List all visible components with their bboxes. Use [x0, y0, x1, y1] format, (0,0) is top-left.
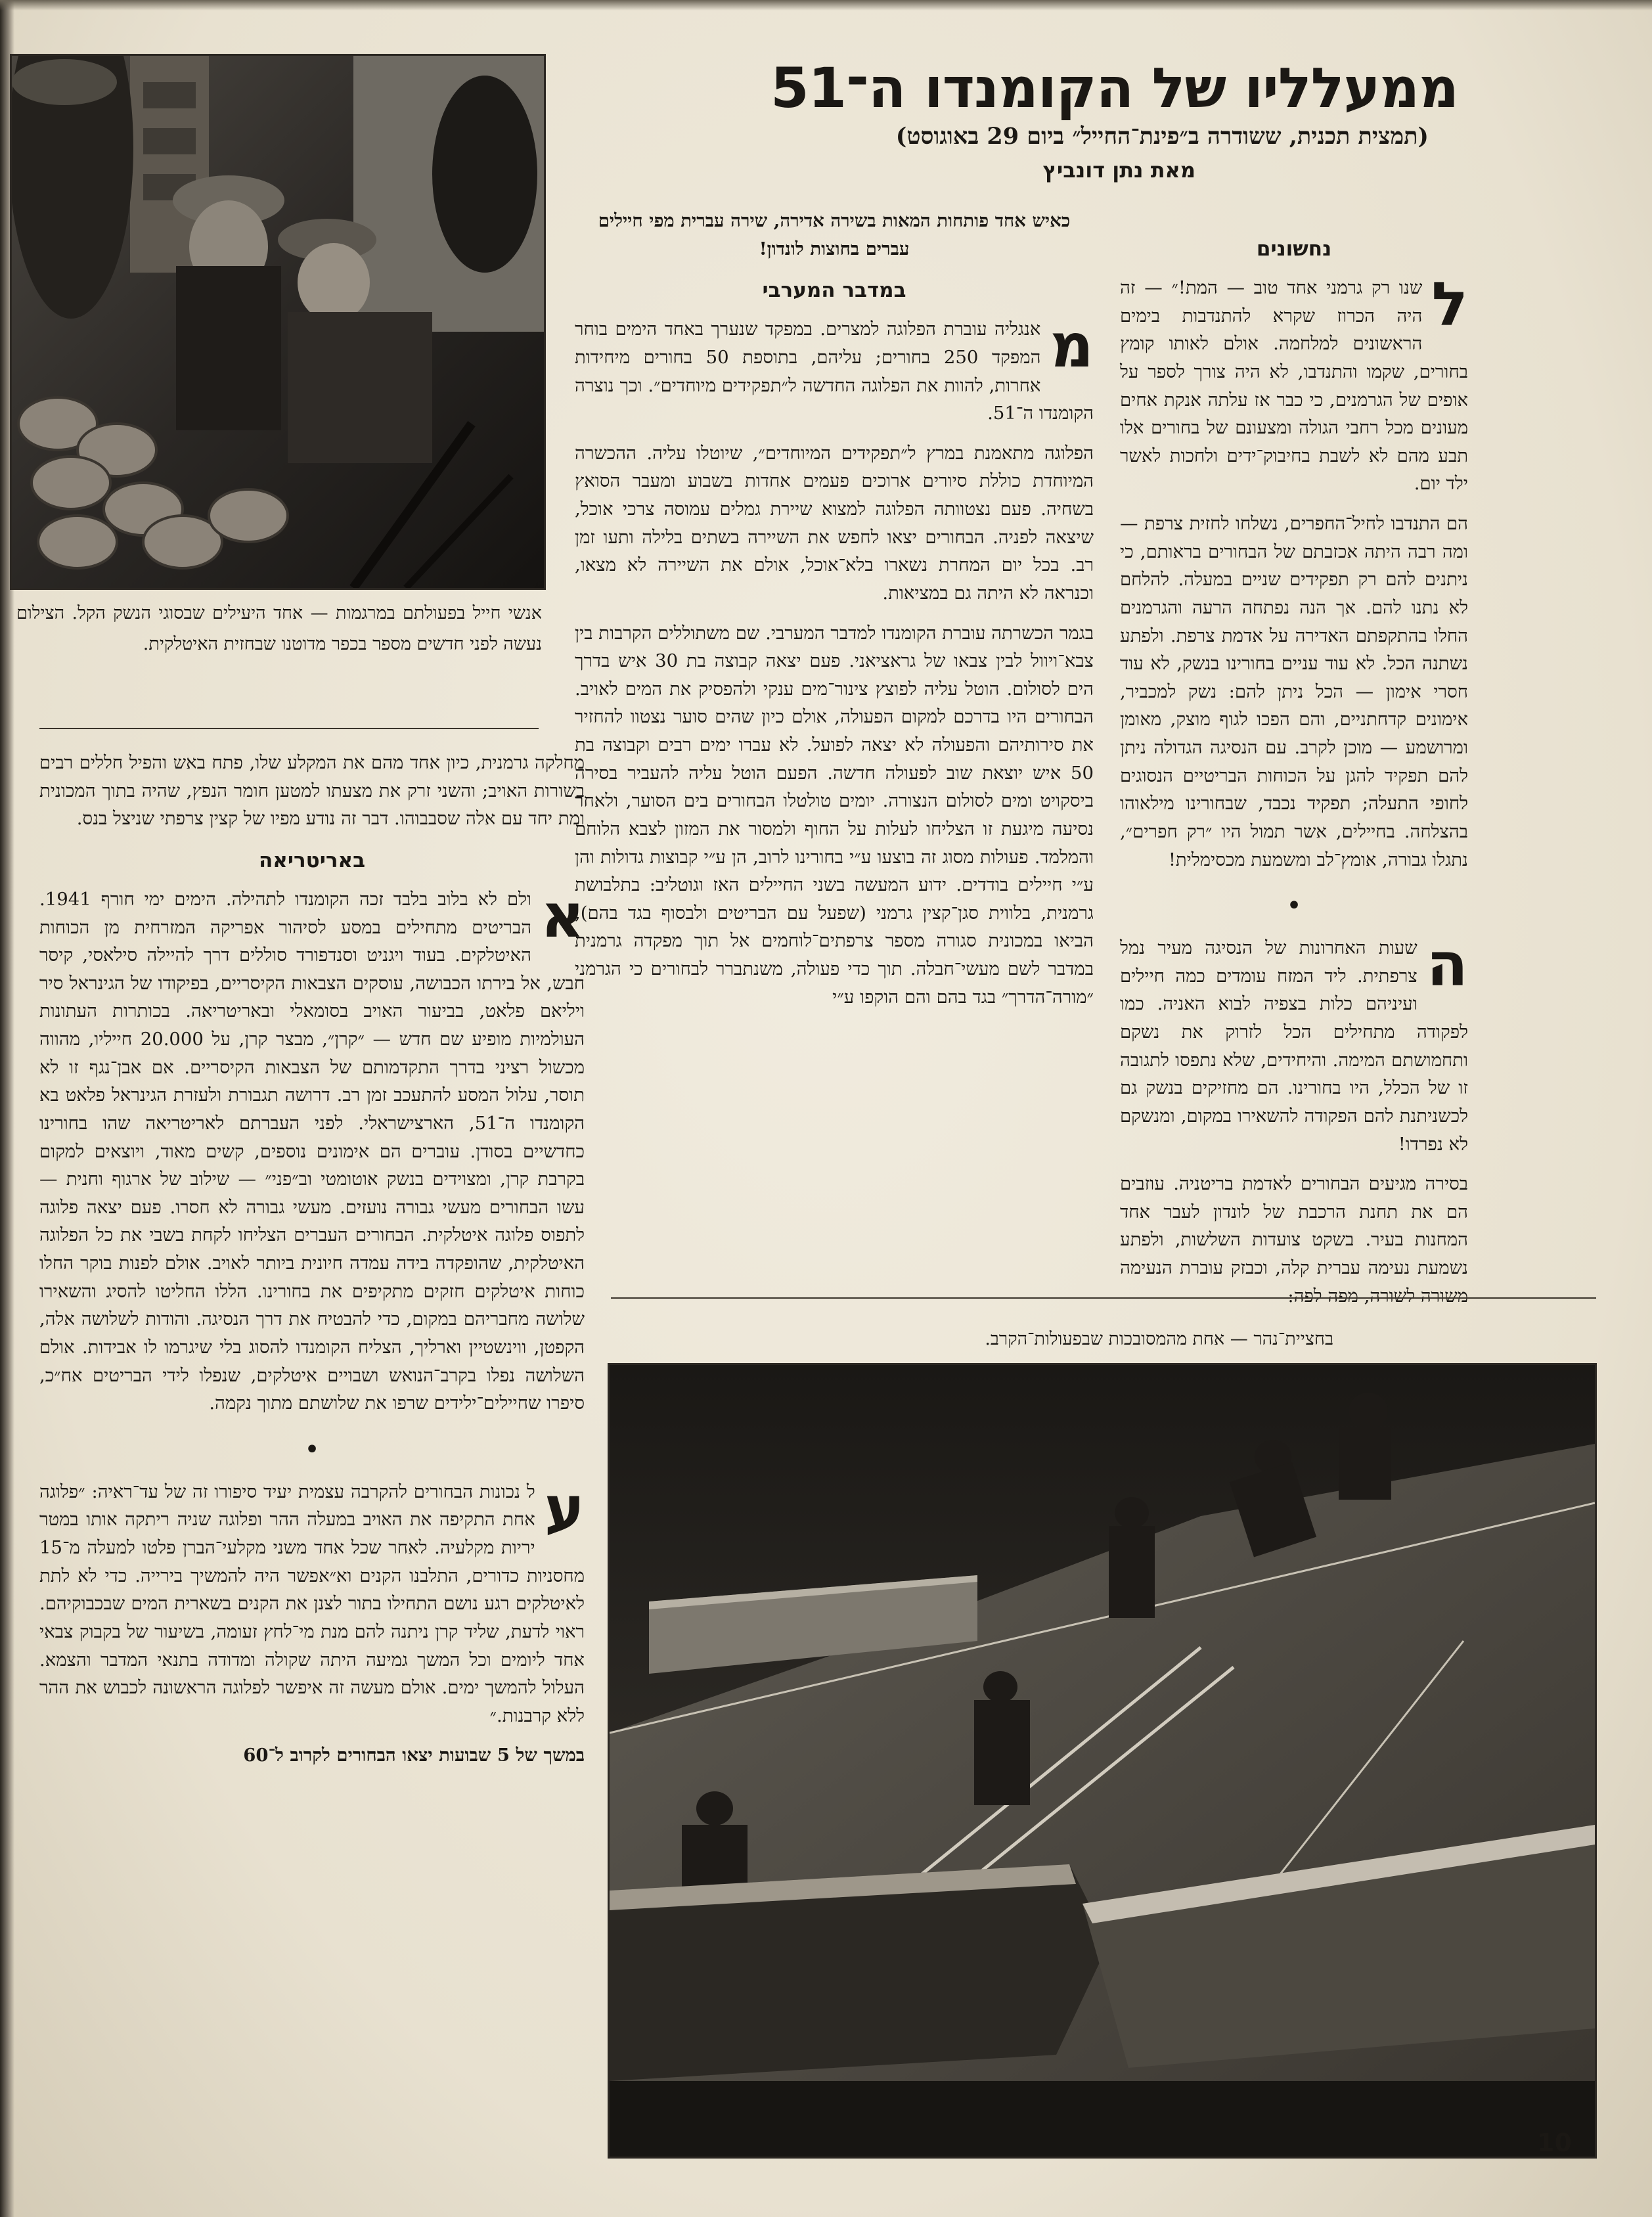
paragraph: בסירה מגיעים הבחורים לאדמת בריטניה. עוזבים הם את תחנת הרכבת של לונדון לעבר אחד המחנות בעיר. בשקט צועדות השלשות, ולפתע נשמעת נעימה עברית קלה, וכבזק עוברת הנעימה משורה לשורה, מפה לפה:	[1120, 1173, 1468, 1307]
drop-cap: א	[541, 880, 585, 951]
river-crossing-photo	[608, 1363, 1597, 2159]
section-heading-pioneers: נחשונים	[1256, 237, 1332, 261]
paragraph: הפלוגה מתאמנת במרץ ל״תפקידים המיוחדים״, שיוטלו עליה. ההכשרה המיוחדת כוללת סיורים ארוכים פעמים אחדות בשבוע ומעבר הסואץ בשחיה. פעם נצטוותה הפלוגה למצוא שיירת גמלים עמוסה צרכי אוכל, שיצאה לפניה. הבחורים יצאו לחפש את השיירה בשתים בלילה ותעו זמן רב. בכל יום המחרת נשארו בלא־אוכל, אולם את השיירה לא מצאו, וכנראה לא היתה גם במציאות.	[575, 442, 1094, 604]
top-shadow	[0, 0, 1652, 11]
section-heading-eritrea: באריטריאה	[259, 848, 365, 872]
paragraph: מחלקה גרמנית, כיון אחד מהם את המקלע שלו, פתח באש והפיל חללים רבים בשורות האויב; והשני זרק את מצעתו למטען חומר הנפץ, שהיה בתוך המכונית ומת יחד עם אלה שסבבוהו. דבר זה נודע מפיו של קצין צרפתי שניצל בנס.	[39, 752, 585, 830]
mortar-soldiers-photo	[10, 54, 546, 590]
paragraph: ה שעות האחרונות של הנסיגה מעיר נמל צרפתית. ליד המזח עומדים כמה חיילים ועיניהם כלות בצפיה לבוא האניה. כמו לפקודה מתחילים הכל לזרוק את נשקם ותחמושתם המימה. והיחידים, שלא נתפסו לתגובה זו של הכלל, היו בחורינו. הם מחזיקים בנשק גם לכשניתנת להם הפקודה להשאירו במקום, ומנשקם לא נפרדו!	[1120, 929, 1468, 1155]
left-column-top-rule	[39, 728, 539, 729]
article-byline: מאת נתן דונביץ	[1042, 158, 1195, 183]
photo-top-rule	[611, 1297, 1596, 1299]
paragraph-intro: כאיש אחד פותחות המאות בשירה אדירה, שירה עברית מפי חיילים עברים בחוצות לונדון!	[598, 210, 1071, 259]
paragraph: ע ל נכונות הבחורים להקרבה עצמית יעיד סיפורו זה של עד־ראיה: ״פלוגה אחת התקיפה את האויב במעלה ההר ופלוגה שניה ריתקה אותו במטר יריות מקלעיה. לאחר שכל אחד משני מקלעי־הברן פלטו למעלה מ־15 מחסניות כדורים, התלבנו הקנים וא״אפשר היה להמשיך בירייה. כדי לא לתת לאיטלקים רגע נושם התחילו בתור לצנן את הקנים בשארית המים שבכבוקיהם. ראוי לדעת, שליד קרן ניתנה להם מנת מי־לחץ זעומה, בשיעור של בקבוק צבאי אחד ליומים וכל המשך גמיעה היתה שקולה ומדודה בתנאי המדבר והצמא. העלול להמשך ימים. אולם מעשה זה איפשר לפלוגה הראשונה לכבוש את ההר ללא קרבנות.״	[39, 1473, 585, 1726]
section-heading-western-desert: במדבר המערבי	[762, 279, 906, 303]
paragraph: א ולם לא בלוב בלבד זכה הקומנדו לתהילה. הימים ימי חורף 1941. הבריטים מתחילים במסע לסיהור אפריקה המזרחית מן הכוחות האיטלקים. בעוד ויגניט וסנדפורד סוללים דרך להיילה סילאסי, קיסר חבש, אל בירתו הכבושה, עוסקים הצבאות הקיסריים, בפיקודו של הגינראל סיר ויליאם פלאט, בביעור האויב בסומאלי ובאריטריאה. בכותרות העתונות העולמיות מופיע שם חדש — ״קרן״, מבצר קרן, על 20.000 חייליו, מהווה מכשול רציני בדרך התקדמותם של הצבאות הקיסריים. אם אבן־נגף זו לא תוסר, עלול המסע להתעכב זמן רב. דרושה תגבורת ולעזרת הגינראל פלאט בא הקומנדו ה־51, הארצישראלי. לפני העברתם לאריטריאה שהו בחורינו כחדשיים בסודן. עוברים הם אימונים נוספים, קשים מאוד, ויוצאים למקום בקרבת קרן, ומצוידים בנשק אוטומטי וב״פני״ — שילוב של ארגוף וחנית — עשו הבחורים מעשי גבורה נועזים. מעשי גבורה לא חסרו. פעם יצאה פלוגה לתפוס פלוגה איטלקית. הבחורים העברים הצליחו לקחת בשבי את כל הפלוגה האיטלקית, שהופקדה בידה עמדה חיונית ביותר לאויב. אולם לפנות בוקר החלו כוחות איטלקים חזקים מתקיפים את בחורינו. הללו החליטו להסיג והשאירו שלושה מחבריהם במקום, כדי להבטיח את דרך הנסיגה. והודות לשלושה אלה, הקפטן, ווינשטיין וארליך, הצליח הקומנדו להסוג בלי שיגרמו לו אבידות. אולם השלושה נפלו בקרב־הנואש ושבויים איטלקים, שנפלו לידי הבריטים אח״כ, סיפרו שחיילים־ילידים שרפו את שלושתם מתוך נקמה.	[39, 880, 585, 1414]
drop-cap: מ	[1050, 311, 1094, 382]
column-right	[1120, 227, 1468, 1322]
section-divider-bullet: •	[304, 1434, 320, 1465]
page-number: 10	[1537, 2128, 1572, 2157]
drop-cap: ה	[1426, 929, 1468, 1000]
article-subtitle: (תמצית תכנית, ששודרה ב״פינת־החייל״ ביום 29 באוגוסט)	[895, 123, 1429, 150]
paragraph: בגמר הכשרתה עוברת הקומנדו למדבר המערבי. שם משתוללים הקרבות בין צבא־ויוול לבין צבאו של גראציאני. פעם יצאה קבוצה בת 30 איש בדרך הים לסולום. הוטל עליה לפוצץ צינור־מים ענקי ולהפסיק את המים לאויב. הבחורים היו בדרכם למקום הפעולה, אולם כיון שהים סוער נצטוו להחזיר את סירותיהם והפעולה לא יצאה לפועל. לא עברו ימים רבים וקבוצה בת 50 איש יוצאת שוב לפעולה חדשה. הפעם הוטל עליה להעביר בסירה ביסקויט ומים לסולום הנצורה. יומים טולטלו הבחורים בים הסוער, ולאחר נסיעה מיגעת זו הצליחו לעלות על החוף ולמסור את המזון לצבא הלוחם והמלמד. פעולות מסוג זה בוצעו ע״י בחורינו לרוב, הן ע״י קבוצות גדולות והן ע״י חיילים בודדים. ידוע המעשה בשני החיילים האז וגוטליב: בתלבושת גרמנית, בלווית סגן־קצין גרמני (שפעל עם הבריטים ולבסוף בגד בהם), הביאו במכונית סגורה מספר צרפתים־לוחמים אל תוך מפקדה גרמנית במדבר לשם מעשי־חבלה. תוך כדי פעולה, משנתברר לבחורים כי הגרמני ״מורה־הדרך״ בגד בהם והם הוקפו ע״י	[575, 622, 1094, 1008]
continuation-line: במשך של 5 שבועות יצאו הבחורים לקרוב ל־60	[243, 1745, 585, 1766]
drop-cap: ל	[1431, 269, 1468, 340]
column-middle	[575, 207, 1094, 1023]
section-divider-bullet: •	[1286, 891, 1302, 922]
paragraph: מ אנגליה עוברת הפלוגה למצרים. במפקד שנערך באחד הימים בוחר המפקד 250 בחורים; עליהם, בתוספת 50 בחורים מיחידות אחרות, להוות את הפלוגה החדשה ל״תפקידים מיוחדים״. וכך נוצרה הקומנדו ה־51.	[575, 311, 1094, 424]
paragraph: הם התנדבו לחיל־החפרים, נשלחו לחזית צרפת — ומה רבה היתה אכזבתם של הבחורים בראותם, כי ניתנים להם רק תפקידים שניים במעלה. להלחם לא נתנו להם. אך הנה נפתחה הרעה והגרמנים החלו בהתקפתם האדירה על אדמת צרפת. ולפתע נשתנה הכל. לא עוד עניים בחורינו בנשק, לא עוד חסרי אימון — הכל ניתן להם: נשק למכביר, אימונים קדחתניים, והם הפכו לגוף מוצק, מאומן ומרושמע — מוכן לקרב. עם הנסיגה הגדולה ניתן להם תפקיד להגן על הכוחות הבריטיים הנסוגים לחופי התעלה; תפקיד נכבד, שבחורינו מילאוהו בהצלחה. בחיילים, אשר תמול היו ״רק חפרים״, נתגלו גבורה, אומץ־לב ומשמעת מכסימלית!	[1120, 513, 1468, 870]
article-title: ממעלליו של הקומנדו ה־51	[770, 56, 1458, 120]
drop-cap: ע	[544, 1473, 585, 1544]
column-left	[39, 749, 585, 1781]
bottom-photo-caption: בחציית־נהר — אחת מהמסובכות שבפעולות־הקרב.	[985, 1329, 1333, 1349]
top-photo-caption: אנשי חייל בפעולתם במרגמות — אחד היעילים שבסוגי הנשק הקל. הצילום נעשה לפני חדשים מספר בכפר מדוטנו שבחזית האיטלקית.	[16, 603, 542, 655]
paragraph: ל שנו רק גרמני אחד טוב — המת!״ — זה היה הכרוז שקרא להתנדבות בימים הראשונים למלחמה. אולם לאותו קומץ בחורים, שקמו והתנדבו, לא היה צורך לספר על אופים של הגרמנים, כי כבר אז עלתה אנקת אחים מעונים מכל רחבי הגולה ומצעונם של בחורים אלו תבע מהם לא לשבת בחיבוק־ידים ולחכות לאשר ילד יום.	[1120, 269, 1468, 495]
